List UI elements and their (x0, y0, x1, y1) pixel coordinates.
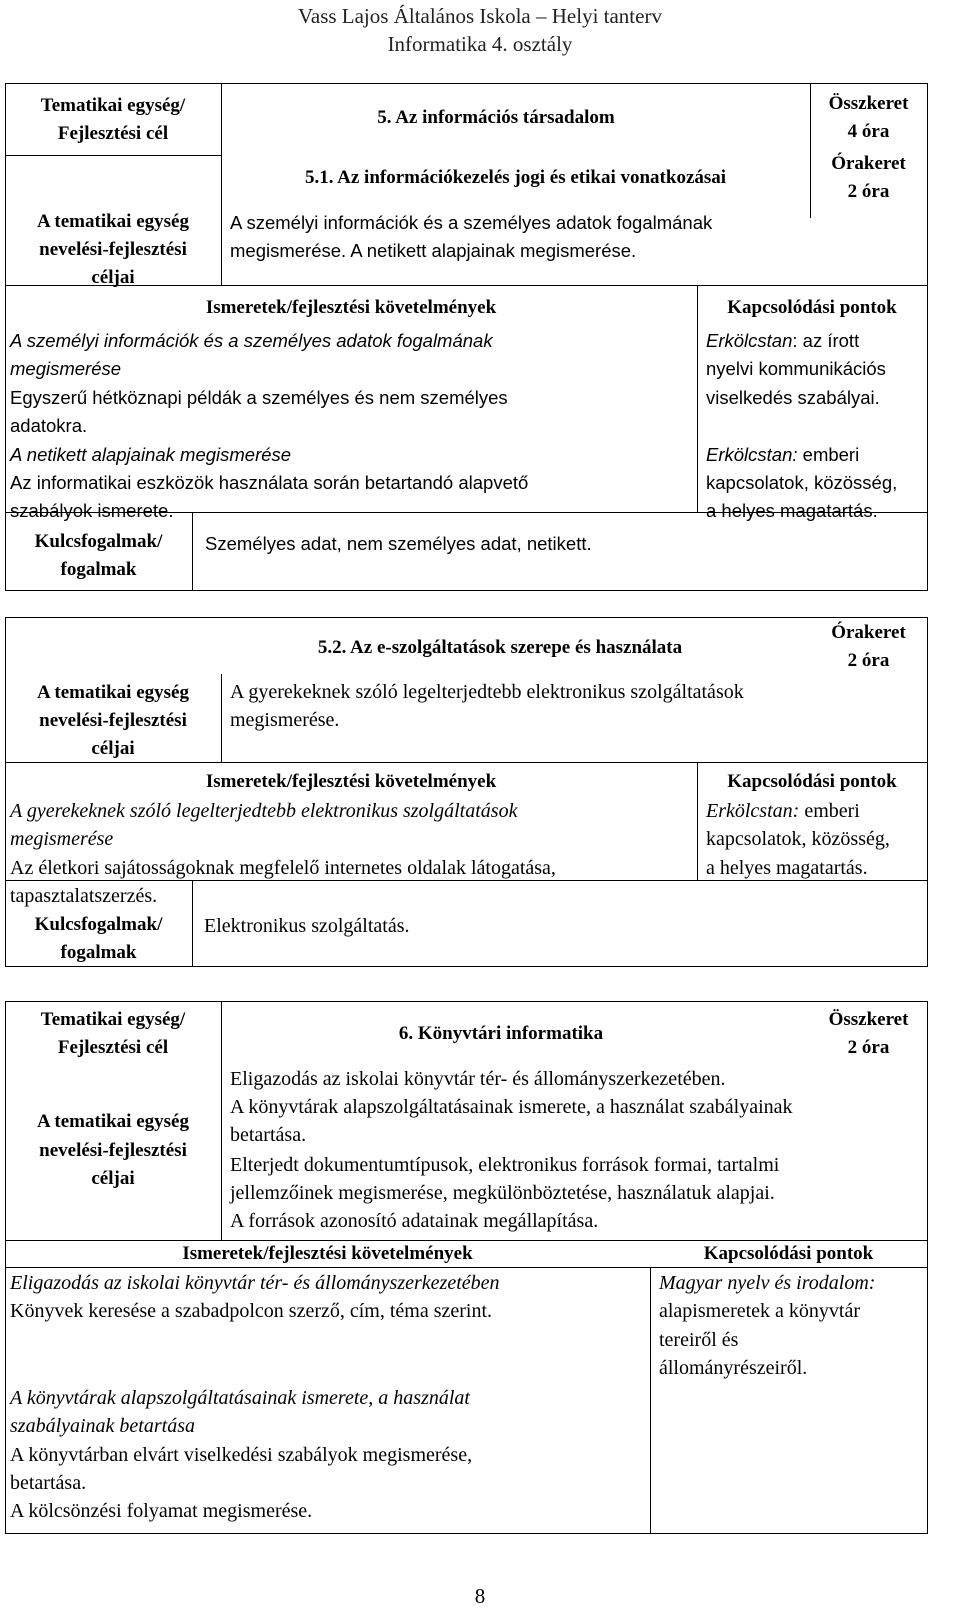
key-concepts-label-2: fogalmak (60, 559, 137, 580)
goals-label: A tematikai egység (37, 211, 189, 232)
req-line: adatokra. (10, 415, 88, 436)
req-line: szabályok ismerete. (10, 500, 174, 521)
goals-text-2: megismerése. (230, 709, 340, 731)
connection-2-line: a helyes magatartás. (706, 500, 878, 521)
total-hours-label: Összkeret (828, 1009, 909, 1030)
req-line: megismerése (10, 828, 114, 850)
key-concepts-value: Elektronikus szolgáltatás. (204, 915, 410, 937)
goals-text: A gyerekeknek szóló legelterjedtebb elektronikus szolgáltatások (230, 681, 744, 703)
connection-line: tereiről és (659, 1329, 739, 1351)
connection-line: állományrészeiről. (659, 1357, 808, 1379)
goals-text: A források azonosító adatainak megállapítása. (230, 1210, 599, 1232)
connection-1-line: a helyes magatartás. (706, 857, 868, 879)
subject-name: Magyar nyelv és irodalom: (659, 1272, 876, 1294)
goals-label-3: céljai (91, 738, 135, 759)
hours-label: Órakeret (831, 622, 906, 643)
goals-label-3: céljai (91, 1168, 135, 1189)
requirements-header: Ismeretek/fejlesztési követelmények (182, 1243, 473, 1264)
goals-label-2: nevelési-fejlesztési (39, 710, 187, 731)
goals-label-2: nevelési-fejlesztési (39, 239, 187, 260)
goals-label: A tematikai egység (37, 682, 189, 703)
requirements-header: Ismeretek/fejlesztési követelmények (205, 297, 497, 318)
goals-label-3: céljai (91, 267, 135, 288)
goals-label-2: nevelési-fejlesztési (39, 1140, 187, 1161)
total-hours-value: 4 óra (847, 121, 890, 142)
connections-header: Kapcsolódási pontok (703, 1243, 874, 1264)
hours-label: Órakeret (831, 153, 906, 174)
requirements-header: Ismeretek/fejlesztési követelmények (205, 771, 497, 792)
unit-label: Tematikai egység/ (40, 1009, 186, 1030)
key-concepts-value: Személyes adat, nem személyes adat, netikett. (205, 533, 592, 554)
page-header-subject: Informatika 4. osztály (387, 32, 573, 56)
unit-label: Tematikai egység/ (40, 95, 186, 116)
req-line: szabályainak betartása (10, 1415, 195, 1437)
subject-name: Erkölcstan: (706, 800, 800, 822)
total-hours-label: Összkeret (828, 93, 909, 114)
connection-2: Erkölcstan: emberi (706, 444, 860, 465)
goals-text: A személyi információk és a személyes adatok fogalmának (230, 212, 713, 233)
key-concepts-label: Kulcsfogalmak/ (34, 531, 163, 552)
subject-name: Erkölcstan: (706, 444, 798, 465)
connection-1-line: nyelvi kommunikációs (706, 358, 886, 379)
req-line: Eligazodás az iskolai könyvtár tér- és állományszerkezetében (10, 1272, 500, 1294)
total-hours-value: 2 óra (847, 1037, 890, 1058)
req-line: betartása. (10, 1472, 87, 1494)
subject-name: Erkölcstan (706, 330, 793, 351)
unit-title: 5. Az információs társadalom (377, 107, 615, 128)
hours-value: 2 óra (847, 650, 890, 671)
connection-line: alapismeretek a könyvtár (659, 1300, 861, 1322)
goals-text: A könyvtárak alapszolgáltatásainak ismerete, a használat szabályainak (230, 1096, 793, 1118)
req-line: Az informatikai eszközök használata során betartandó alapvető (10, 472, 529, 493)
connection-1-line: kapcsolatok, közösség, (706, 828, 890, 850)
goals-text: Eligazodás az iskolai könyvtár tér- és állományszerkezetében. (230, 1068, 726, 1090)
connections-header: Kapcsolódási pontok (727, 297, 897, 318)
key-concepts-label: Kulcsfogalmak/ (34, 914, 163, 935)
req-line: tapasztalatszerzés. (10, 885, 158, 907)
goals-label: A tematikai egység (37, 1111, 189, 1132)
req-line: A könyvtárak alapszolgáltatásainak ismerete, a használat (10, 1387, 470, 1409)
req-line: Könyvek keresése a szabadpolcon szerző, cím, téma szerint. (10, 1300, 493, 1322)
connection-1: Erkölcstan: emberi (706, 800, 860, 822)
req-line: A gyerekeknek szóló legelterjedtebb elektronikus szolgáltatások (10, 800, 518, 822)
req-line: A kölcsönzési folyamat megismerése. (10, 1500, 313, 1522)
subunit-title: 5.1. Az információkezelés jogi és etikai vonatkozásai (304, 167, 727, 188)
hours-value: 2 óra (847, 181, 890, 202)
goals-text: jellemzőinek megismerése, megkülönböztetése, használatuk alapjai. (230, 1182, 775, 1204)
req-line: A netikett alapjainak megismerése (10, 444, 292, 465)
req-line: A személyi információk és a személyes adatok fogalmának (10, 330, 493, 351)
goals-text: betartása. (230, 1124, 307, 1146)
connections-header: Kapcsolódási pontok (727, 771, 897, 792)
goals-text: Elterjedt dokumentumtípusok, elektronikus források formai, tartalmi (230, 1154, 780, 1176)
goals-text-2: megismerése. A netikett alapjainak megismerése. (230, 240, 637, 261)
page-header-school: Vass Lajos Általános Iskola – Helyi tanterv (298, 4, 662, 28)
req-line: A könyvtárban elvárt viselkedési szabályok megismerése, (10, 1444, 473, 1466)
req-line: megismerése (10, 358, 122, 379)
subunit-title: 5.2. Az e-szolgáltatások szerepe és használata (317, 637, 683, 658)
connection-1: Erkölcstan: az írott (706, 330, 860, 351)
page-number: 8 (474, 1584, 486, 1608)
unit-label-2: Fejlesztési cél (57, 1037, 169, 1058)
req-line: Az életkori sajátosságoknak megfelelő internetes oldalak látogatása, (10, 857, 556, 879)
key-concepts-label-2: fogalmak (60, 942, 137, 963)
unit-title: 6. Könyvtári informatika (398, 1023, 604, 1044)
connection-1-line: viselkedés szabályai. (706, 387, 880, 408)
req-line: Egyszerű hétköznapi példák a személyes és nem személyes (10, 387, 508, 408)
connection-2-line: kapcsolatok, közösség, (706, 472, 898, 493)
unit-label-2: Fejlesztési cél (57, 123, 169, 144)
